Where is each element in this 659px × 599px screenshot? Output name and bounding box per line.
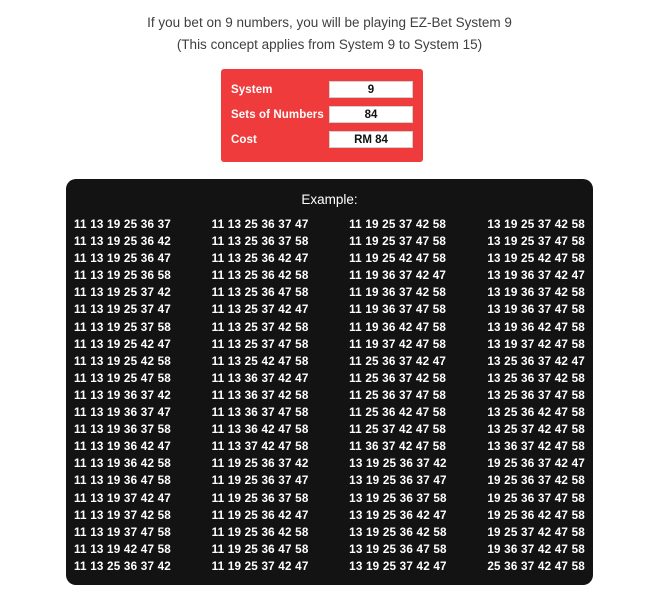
combination-item: 11 13 25 36 42 58 <box>211 269 309 283</box>
combination-item: 11 13 19 25 42 47 <box>74 337 171 351</box>
example-panel <box>66 179 593 585</box>
combination-item: 13 25 36 37 42 47 <box>487 354 585 368</box>
combination-item: 11 13 19 37 42 58 <box>74 508 171 522</box>
combination-item: 11 25 37 42 47 58 <box>349 423 447 437</box>
info-value-sets-of-numbers: 84 <box>329 106 413 123</box>
combination-item: 11 19 36 37 47 58 <box>349 303 447 317</box>
combination-item: 13 19 25 36 37 42 <box>349 457 447 471</box>
combination-item: 11 19 25 37 42 47 <box>211 559 309 573</box>
combination-item: 13 19 25 37 42 58 <box>487 218 585 231</box>
combination-column-3 <box>349 216 447 575</box>
combination-column-1 <box>74 216 171 575</box>
combination-item: 11 25 36 42 47 58 <box>349 406 447 420</box>
combination-item: 19 36 37 42 47 58 <box>487 542 585 556</box>
combination-item: 11 19 25 36 42 47 <box>211 508 309 522</box>
combination-item: 11 19 25 36 37 58 <box>211 491 309 505</box>
combination-item: 13 19 25 42 47 58 <box>487 252 585 266</box>
info-row-sets-of-numbers <box>221 102 423 127</box>
combination-item: 11 13 19 25 37 58 <box>74 320 171 334</box>
combination-item: 11 13 19 25 37 42 <box>74 286 171 300</box>
combination-grid <box>66 216 593 575</box>
combination-item: 13 36 37 42 47 58 <box>487 440 585 454</box>
combination-item: 11 13 19 25 36 42 <box>74 235 171 249</box>
combination-item: 13 25 36 37 47 58 <box>487 388 585 402</box>
combination-item: 13 19 36 37 42 47 <box>487 269 585 283</box>
combination-item: 11 13 19 36 42 47 <box>74 440 171 454</box>
combination-item: 13 19 25 36 42 47 <box>349 508 447 522</box>
combination-item: 11 19 25 36 47 58 <box>211 542 309 556</box>
info-label-system: System <box>231 83 273 96</box>
combination-item: 25 36 37 42 47 58 <box>487 559 585 573</box>
combination-item: 11 25 36 37 47 58 <box>349 388 447 402</box>
combination-item: 11 19 25 37 47 58 <box>349 235 447 249</box>
combination-item: 11 13 19 25 36 37 <box>74 218 171 231</box>
combination-item: 11 25 36 37 42 58 <box>349 371 447 385</box>
combination-item: 11 13 19 36 47 58 <box>74 474 171 488</box>
combination-item: 11 13 36 37 42 47 <box>211 371 309 385</box>
combination-item: 13 19 37 42 47 58 <box>487 337 585 351</box>
intro-line-2: (This concept applies from System 9 to System 15) <box>176 37 483 52</box>
combination-item: 11 13 19 25 42 58 <box>74 354 171 368</box>
combination-item: 13 19 25 36 37 47 <box>349 474 447 488</box>
combination-item: 11 25 36 37 42 47 <box>349 354 447 368</box>
combination-item: 11 13 19 36 42 58 <box>74 457 171 471</box>
combination-item: 11 13 19 37 47 58 <box>74 525 171 539</box>
combination-item: 11 19 36 37 42 58 <box>349 286 447 300</box>
combination-item: 11 13 25 37 47 58 <box>211 337 309 351</box>
combination-item: 11 13 25 37 42 47 <box>211 303 309 317</box>
combination-item: 13 19 25 36 37 58 <box>349 491 447 505</box>
combination-item: 11 19 36 37 42 47 <box>349 269 447 283</box>
combination-item: 13 19 25 37 47 58 <box>487 235 585 249</box>
combination-item: 13 25 37 42 47 58 <box>487 423 585 437</box>
combination-item: 13 25 36 37 42 58 <box>487 371 585 385</box>
combination-item: 11 13 37 42 47 58 <box>211 440 309 454</box>
info-label-cost: Cost <box>231 133 257 146</box>
intro-line-1: If you bet on 9 numbers, you will be playing EZ-Bet System 9 <box>147 15 512 30</box>
combination-item: 11 19 25 36 37 42 <box>211 457 309 471</box>
combination-item: 11 13 25 36 47 58 <box>211 286 309 300</box>
combination-item: 11 19 25 36 42 58 <box>211 525 309 539</box>
combination-item: 11 13 19 25 36 47 <box>74 252 171 266</box>
system-info-card <box>221 69 423 162</box>
combination-item: 11 13 36 37 47 58 <box>211 406 309 420</box>
combination-item: 11 13 19 36 37 58 <box>74 423 171 437</box>
combination-item: 11 13 19 25 47 58 <box>74 371 171 385</box>
intro-text <box>0 0 659 56</box>
info-row-cost <box>221 127 423 152</box>
combination-item: 13 19 36 37 47 58 <box>487 303 585 317</box>
combination-item: 11 13 19 36 37 42 <box>74 388 171 402</box>
info-row-system <box>221 77 423 102</box>
combination-item: 19 25 36 37 42 58 <box>487 474 585 488</box>
combination-item: 13 19 36 42 47 58 <box>487 320 585 334</box>
combination-item: 11 13 19 42 47 58 <box>74 542 171 556</box>
combination-item: 11 13 19 25 37 47 <box>74 303 171 317</box>
combination-item: 19 25 36 42 47 58 <box>487 508 585 522</box>
combination-item: 11 13 25 36 37 42 <box>74 559 171 573</box>
combination-item: 11 13 25 42 47 58 <box>211 354 309 368</box>
combination-item: 19 25 37 42 47 58 <box>487 525 585 539</box>
combination-item: 11 13 19 36 37 47 <box>74 406 171 420</box>
combination-item: 11 13 25 37 42 58 <box>211 320 309 334</box>
info-label-sets-of-numbers: Sets of Numbers <box>231 108 324 121</box>
combination-item: 11 19 25 37 42 58 <box>349 218 447 231</box>
combination-item: 19 25 36 37 42 47 <box>487 457 585 471</box>
combination-item: 11 19 25 36 37 47 <box>211 474 309 488</box>
combination-item: 13 19 36 37 42 58 <box>487 286 585 300</box>
combination-item: 13 25 36 42 47 58 <box>487 406 585 420</box>
combination-item: 11 13 36 42 47 58 <box>211 423 309 437</box>
example-title: Example: <box>301 192 358 207</box>
combination-item: 11 36 37 42 47 58 <box>349 440 447 454</box>
combination-item: 11 13 19 37 42 47 <box>74 491 171 505</box>
combination-item: 19 25 36 37 47 58 <box>487 491 585 505</box>
info-value-cost: RM 84 <box>329 131 413 148</box>
combination-item: 11 13 25 36 37 47 <box>211 218 309 231</box>
combination-item: 13 19 25 37 42 47 <box>349 559 447 573</box>
combination-column-2 <box>212 216 309 575</box>
info-value-system: 9 <box>329 81 413 98</box>
combination-item: 11 19 25 42 47 58 <box>349 252 447 266</box>
combination-column-4 <box>487 216 585 575</box>
combination-item: 11 19 37 42 47 58 <box>349 337 447 351</box>
combination-item: 11 13 36 37 42 58 <box>211 388 309 402</box>
combination-item: 11 19 36 42 47 58 <box>349 320 447 334</box>
combination-item: 13 19 25 36 47 58 <box>349 542 447 556</box>
combination-item: 11 13 25 36 37 58 <box>211 235 309 249</box>
combination-item: 11 13 19 25 36 58 <box>74 269 171 283</box>
combination-item: 11 13 25 36 42 47 <box>211 252 309 266</box>
combination-item: 13 19 25 36 42 58 <box>349 525 447 539</box>
